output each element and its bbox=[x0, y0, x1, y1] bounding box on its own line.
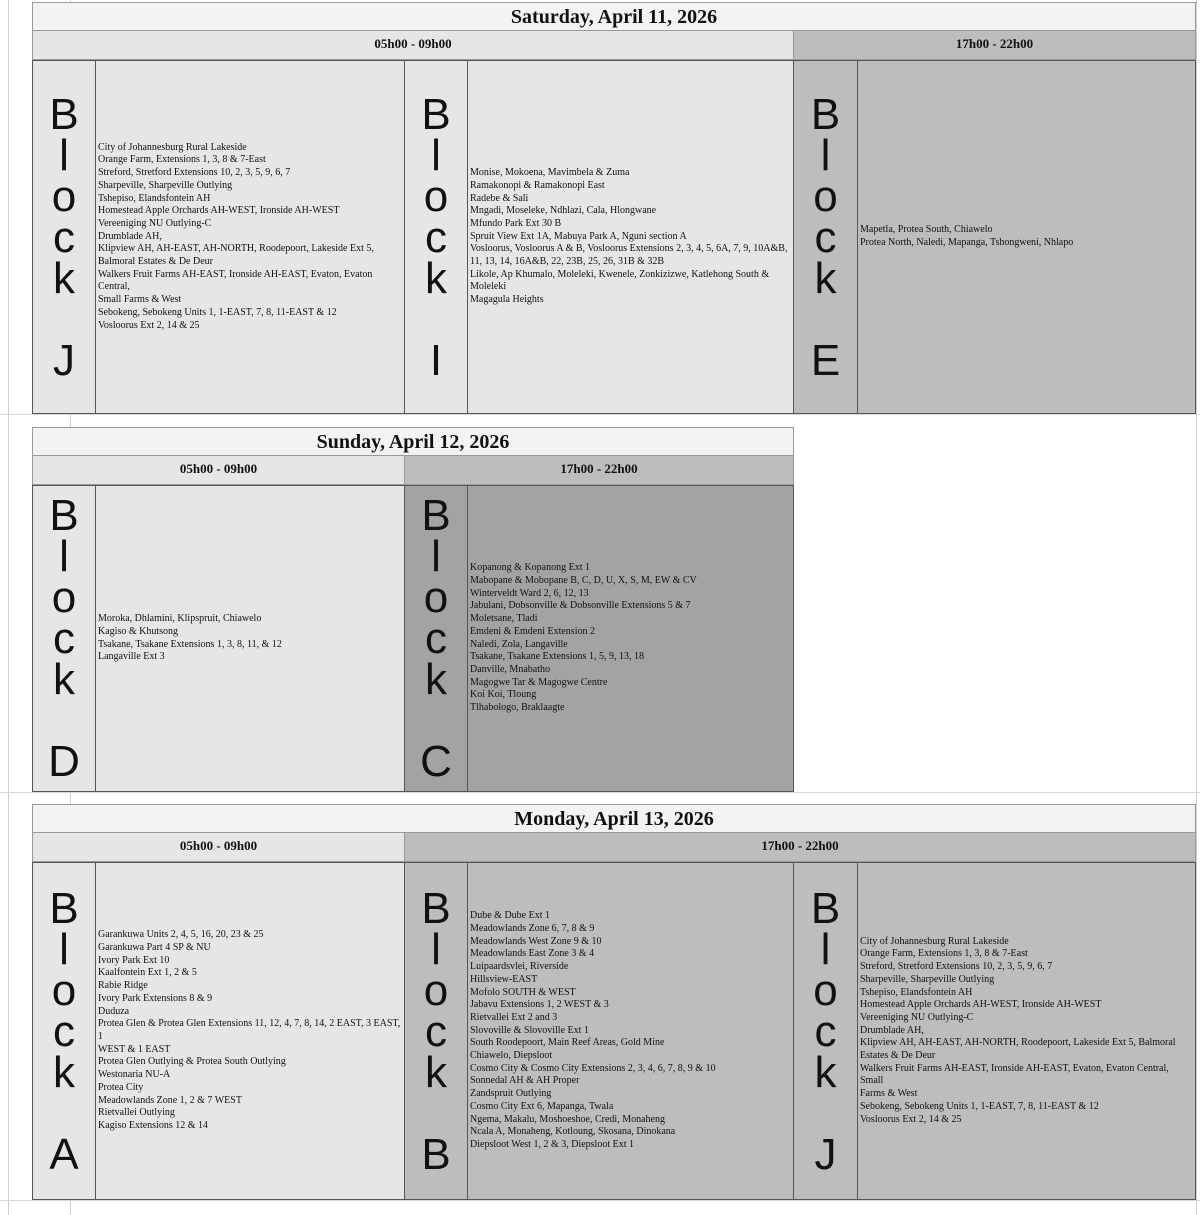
area-item: Sebokeng, Sebokeng Units 1, 1-EAST, 7, 8, 11-EAST & 12 bbox=[860, 1100, 1099, 1112]
area-item: Mapetla, Protea South, Chiawelo bbox=[860, 224, 993, 236]
area-item: Meadowlands Zone 6, 7, 8 & 9 bbox=[470, 923, 595, 935]
area-item: Mfundo Park Ext 30 B bbox=[470, 217, 562, 229]
time-slot-header: 05h00 - 09h00 bbox=[32, 832, 405, 862]
block-label-cell bbox=[793, 862, 858, 1200]
block-label: B l o c k A bbox=[49, 883, 79, 1179]
area-item: Klipview AH, AH-EAST, AH-NORTH, Roodepoort, Lakeside Ext 5, bbox=[98, 243, 374, 255]
area-item: Ramakonopi & Ramakonopi East bbox=[470, 179, 605, 191]
area-item: Tsakane, Tsakane Extensions 1, 3, 8, 11, & 12 bbox=[98, 638, 282, 650]
areas-cell bbox=[95, 862, 405, 1200]
area-item: Garankuwa Units 2, 4, 5, 16, 20, 23 & 25 bbox=[98, 929, 264, 941]
area-item: Walkers Fruit Farms AH-EAST, Ironside AH-EAST, Evaton, Evaton Central, Small bbox=[860, 1062, 1169, 1087]
day-header: Monday, April 13, 2026 bbox=[32, 804, 1196, 833]
area-item: Moletsane, Tladi bbox=[470, 613, 538, 625]
block-label: B l o c k I bbox=[421, 89, 451, 385]
area-item: Jabulani, Dobsonville & Dobsonville Extensions 5 & 7 bbox=[470, 600, 691, 612]
block-label-cell bbox=[32, 485, 96, 792]
area-item: Kagiso Extensions 12 & 14 bbox=[98, 1119, 208, 1131]
areas-cell bbox=[857, 60, 1196, 414]
area-item: Moleleki bbox=[470, 281, 507, 293]
area-item: Ivory Park Ext 10 bbox=[98, 954, 170, 966]
areas-cell bbox=[857, 862, 1196, 1200]
area-item: Tshepiso, Elandsfontein AH bbox=[98, 192, 211, 204]
area-list bbox=[470, 910, 716, 1151]
area-item: Walkers Fruit Farms AH-EAST, Ironside AH-EAST, Evaton, Evaton Central, bbox=[98, 268, 373, 293]
area-item: Orange Farm, Extensions 1, 3, 8 & 7-East bbox=[98, 154, 266, 166]
area-item: Duduza bbox=[98, 1005, 130, 1017]
area-item: Tshepiso, Elandsfontein AH bbox=[860, 986, 973, 998]
area-item: South Roodepoort, Main Reef Areas, Gold Mine bbox=[470, 1037, 665, 1049]
grid-line bbox=[1196, 0, 1197, 1215]
area-item: Emdeni & Emdeni Extension 2 bbox=[470, 625, 595, 637]
day-header: Sunday, April 12, 2026 bbox=[32, 427, 794, 456]
areas-cell bbox=[95, 60, 405, 414]
time-slot-header: 17h00 - 22h00 bbox=[404, 832, 1196, 862]
area-item: Rietvallei Outlying bbox=[98, 1107, 175, 1119]
area-item: Sebokeng, Sebokeng Units 1, 1-EAST, 7, 8, 11-EAST & 12 bbox=[98, 306, 337, 318]
block-label-cell bbox=[32, 60, 96, 414]
area-item: Cosmo City & Cosmo City Extensions 2, 3, 4, 6, 7, 8, 9 & 10 bbox=[470, 1062, 716, 1074]
area-item: Vosloorus Ext 2, 14 & 25 bbox=[98, 319, 200, 331]
area-list bbox=[860, 936, 1194, 1127]
area-item: Zandspruit Outlying bbox=[470, 1088, 552, 1100]
area-item: Drumblade AH, bbox=[860, 1024, 924, 1036]
area-item: Tlhabologo, Braklaagte bbox=[470, 702, 565, 714]
area-item: Magogwe Tar & Magogwe Centre bbox=[470, 676, 608, 688]
area-item: Ncala A, Monaheng, Kotloung, Skosana, Dinokana bbox=[470, 1126, 676, 1138]
area-item: Vosloorus, Vosloorus A & B, Vosloorus Extensions 2, 3, 4, 5, 6A, 7, 9, 10A&B, bbox=[470, 243, 788, 255]
area-item: Estates & De Deur bbox=[860, 1050, 936, 1062]
area-item: Diepsloot West 1, 2 & 3, Diepsloot Ext 1 bbox=[470, 1138, 635, 1150]
area-item: Kopanong & Kopanong Ext 1 bbox=[470, 562, 590, 574]
area-item: Cosmo City Ext 6, Mapanga, Twala bbox=[470, 1100, 614, 1112]
area-item: Jabavu Extensions 1, 2 WEST & 3 bbox=[470, 999, 609, 1011]
area-item: Slovoville & Slovoville Ext 1 bbox=[470, 1024, 589, 1036]
area-item: Protea Glen & Protea Glen Extensions 11, 12, 4, 7, 8, 14, 2 EAST, 3 EAST, 1 bbox=[98, 1018, 401, 1042]
block-label: B l o c k J bbox=[49, 89, 79, 385]
block-label-cell bbox=[404, 862, 468, 1200]
area-item: Vereeniging NU Outlying-C bbox=[860, 1011, 974, 1023]
block-label: B l o c k B bbox=[421, 883, 451, 1179]
area-item: Protea North, Naledi, Mapanga, Tshongweni, Nhlapo bbox=[860, 237, 1074, 248]
area-item: Protea Glen Outlying & Protea South Outlying bbox=[98, 1056, 286, 1068]
area-item: Dube & Dube Ext 1 bbox=[470, 910, 550, 922]
block-label: B l o c k J bbox=[810, 883, 841, 1179]
area-item: Klipview AH, AH-EAST, AH-NORTH, Roodepoort, Lakeside Ext 5, Balmoral bbox=[860, 1037, 1176, 1049]
area-item: Koi Koi, Tloung bbox=[470, 689, 537, 701]
area-item: Small Farms & West bbox=[98, 294, 182, 306]
block-label: B l o c k D bbox=[48, 491, 80, 786]
area-item: City of Johannesburg Rural Lakeside bbox=[98, 141, 247, 153]
areas-cell bbox=[467, 485, 794, 792]
block-label-cell bbox=[404, 485, 468, 792]
area-item: Vereeniging NU Outlying-C bbox=[98, 217, 212, 229]
area-item: Mofolo SOUTH & WEST bbox=[470, 986, 576, 998]
block-label-cell bbox=[404, 60, 468, 414]
area-item: Langaville Ext 3 bbox=[98, 651, 165, 663]
area-item: Chiawelo, Diepsloot bbox=[470, 1050, 553, 1062]
area-item: Ngema, Makalu, Moshoeshoe, Credi, Monaheng bbox=[470, 1113, 665, 1125]
area-item: Kagiso & Khutsong bbox=[98, 625, 178, 637]
area-item: City of Johannesburg Rural Lakeside bbox=[860, 935, 1009, 947]
area-item: Ivory Park Extensions 8 & 9 bbox=[98, 992, 213, 1004]
area-item: Radebe & Sali bbox=[470, 192, 529, 204]
area-item: Moroka, Dhlamini, Klipspruit, Chiawelo bbox=[98, 613, 262, 625]
area-item: Garankuwa Part 4 SP & NU bbox=[98, 942, 211, 954]
area-item: Likole, Ap Khumalo, Moleleki, Kwenele, Zonkizizwe, Katlehong South & bbox=[470, 268, 770, 280]
grid-line bbox=[0, 1200, 1200, 1201]
area-item: Balmoral Estates & De Deur bbox=[98, 256, 213, 268]
area-list bbox=[470, 562, 697, 714]
area-item: Protea City bbox=[98, 1081, 144, 1093]
area-item: Hillsview-EAST bbox=[470, 973, 538, 985]
area-item: Streford, Stretford Extensions 10, 2, 3, 5, 9, 6, 7 bbox=[860, 961, 1053, 973]
area-item: Spruit View Ext 1A, Mabuya Park A, Nguni section A bbox=[470, 230, 687, 242]
area-list bbox=[98, 929, 403, 1132]
area-item: Rietvallei Ext 2 and 3 bbox=[470, 1011, 558, 1023]
area-item: Vosloorus Ext 2, 14 & 25 bbox=[860, 1113, 962, 1125]
day-header: Saturday, April 11, 2026 bbox=[32, 2, 1196, 31]
areas-cell bbox=[467, 862, 794, 1200]
area-item: Westonaria NU-A bbox=[98, 1069, 171, 1081]
block-label-cell bbox=[793, 60, 858, 414]
area-item: 11, 13, 14, 16A&B, 22, 23B, 25, 26, 31B & 32B bbox=[470, 256, 665, 268]
area-item: Streford, Stretford Extensions 10, 2, 3, 5, 9, 6, 7 bbox=[98, 167, 291, 179]
area-list bbox=[860, 224, 1073, 249]
area-item: Sharpeville, Sharpeville Outlying bbox=[860, 973, 995, 985]
time-slot-header: 05h00 - 09h00 bbox=[32, 30, 794, 60]
area-item: Kaalfontein Ext 1, 2 & 5 bbox=[98, 967, 197, 979]
area-item: Monise, Mokoena, Mavimbela & Zuma bbox=[470, 167, 630, 179]
areas-cell bbox=[95, 485, 405, 792]
time-slot-header: 17h00 - 22h00 bbox=[793, 30, 1196, 60]
area-item: Meadowlands Zone 1, 2 & 7 WEST bbox=[98, 1094, 242, 1106]
area-item: Sonnedal AH & AH Proper bbox=[470, 1075, 580, 1087]
area-item: Drumblade AH, bbox=[98, 230, 162, 242]
area-item: Rabie Ridge bbox=[98, 980, 148, 992]
block-label: B l o c k E bbox=[810, 89, 841, 385]
area-item: Sharpeville, Sharpeville Outlying bbox=[98, 179, 233, 191]
area-item: Homestead Apple Orchards AH-WEST, Ironside AH-WEST bbox=[98, 205, 340, 217]
area-item: Naledi, Zola, Langaville bbox=[470, 638, 568, 650]
area-list bbox=[470, 167, 787, 307]
area-item: Luipaardsvlei, Riverside bbox=[470, 961, 569, 973]
area-item: Danville, Mnabatho bbox=[470, 663, 550, 675]
area-list bbox=[98, 142, 403, 333]
time-slot-header: 17h00 - 22h00 bbox=[404, 455, 794, 485]
area-item: Winterveldt Ward 2, 6, 12, 13 bbox=[470, 587, 589, 599]
block-label-cell bbox=[32, 862, 96, 1200]
area-item: Orange Farm, Extensions 1, 3, 8 & 7-East bbox=[860, 948, 1028, 960]
grid-line bbox=[0, 792, 1200, 793]
area-item: Farms & West bbox=[860, 1088, 918, 1100]
area-item: Homestead Apple Orchards AH-WEST, Ironside AH-WEST bbox=[860, 999, 1102, 1011]
area-list bbox=[98, 613, 282, 664]
area-item: Magagula Heights bbox=[470, 294, 544, 306]
area-item: Mabopane & Mobopane B, C, D, U, X, S, M, EW & CV bbox=[470, 574, 697, 586]
area-item: Meadowlands West Zone 9 & 10 bbox=[470, 935, 602, 947]
grid-line bbox=[8, 0, 9, 1215]
areas-cell bbox=[467, 60, 794, 414]
grid-line bbox=[0, 414, 1200, 415]
area-item: Mngadi, Moseleke, Ndhlazi, Cala, Hlongwane bbox=[470, 205, 657, 217]
area-item: Tsakane, Tsakane Extensions 1, 5, 9, 13, 18 bbox=[470, 651, 644, 663]
time-slot-header: 05h00 - 09h00 bbox=[32, 455, 405, 485]
area-item: Meadowlands East Zone 3 & 4 bbox=[470, 948, 595, 960]
block-label: B l o c k C bbox=[420, 491, 452, 786]
area-item: WEST & 1 EAST bbox=[98, 1043, 171, 1055]
